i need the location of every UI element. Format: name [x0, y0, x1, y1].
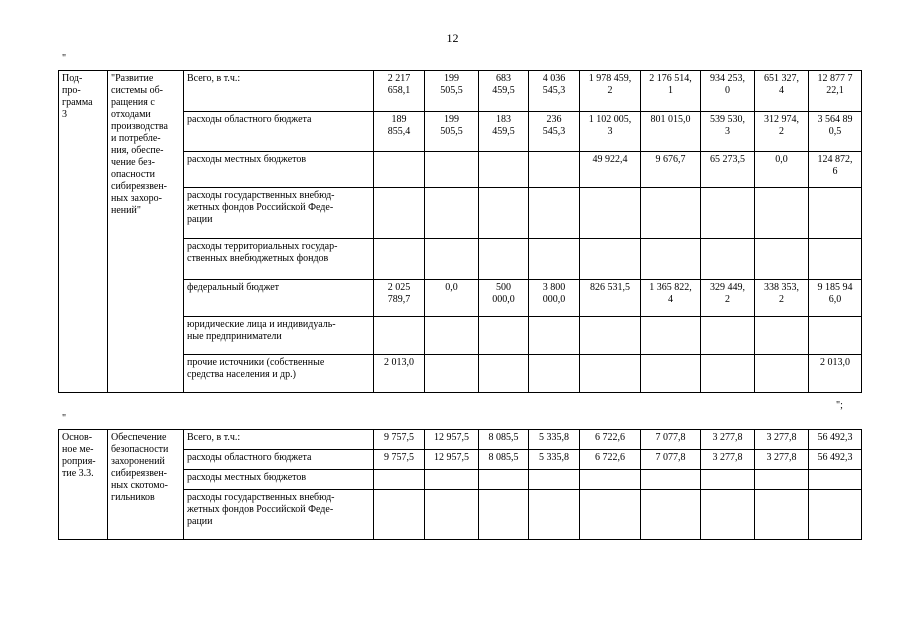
- value-cell: 2 013,0: [809, 355, 862, 393]
- funding-source-cell: федеральный бюджет: [184, 280, 374, 317]
- value-cell: [641, 470, 701, 490]
- value-cell: [641, 239, 701, 280]
- funding-source-cell: расходы областного бюджета: [184, 450, 374, 470]
- value-cell: 3 277,8: [755, 430, 809, 450]
- value-cell: [755, 188, 809, 239]
- value-cell: 124 872, 6: [809, 152, 862, 188]
- funding-source-cell: расходы областного бюджета: [184, 112, 374, 152]
- value-cell: [374, 490, 425, 540]
- value-cell: 2 025 789,7: [374, 280, 425, 317]
- value-cell: [374, 188, 425, 239]
- value-cell: 826 531,5: [580, 280, 641, 317]
- value-cell: [641, 188, 701, 239]
- event-3-3-table: [58, 429, 862, 540]
- value-cell: [529, 317, 580, 355]
- funding-source-cell: расходы территориальных государ- ственных внебюджетных фондов: [184, 239, 374, 280]
- value-cell: 6 722,6: [580, 450, 641, 470]
- value-cell: [425, 317, 479, 355]
- value-cell: 1 102 005, 3: [580, 112, 641, 152]
- opening-quote-2: ": [62, 413, 67, 424]
- value-cell: [580, 188, 641, 239]
- value-cell: [641, 317, 701, 355]
- value-cell: 49 922,4: [580, 152, 641, 188]
- value-cell: [529, 355, 580, 393]
- value-cell: 5 335,8: [529, 430, 580, 450]
- value-cell: 189 855,4: [374, 112, 425, 152]
- funding-source-cell: расходы государственных внебюд- жетных фондов Российской Феде- рации: [184, 490, 374, 540]
- value-cell: [479, 239, 529, 280]
- value-cell: [809, 317, 862, 355]
- value-cell: 2 217 658,1: [374, 71, 425, 112]
- value-cell: 3 800 000,0: [529, 280, 580, 317]
- value-cell: [580, 317, 641, 355]
- value-cell: 4 036 545,3: [529, 71, 580, 112]
- value-cell: 9 757,5: [374, 430, 425, 450]
- value-cell: 683 459,5: [479, 71, 529, 112]
- subprogram-3-table: [58, 70, 862, 393]
- value-cell: [529, 490, 580, 540]
- value-cell: 12 957,5: [425, 430, 479, 450]
- value-cell: 3 564 89 0,5: [809, 112, 862, 152]
- value-cell: 338 353, 2: [755, 280, 809, 317]
- value-cell: 65 273,5: [701, 152, 755, 188]
- value-cell: [529, 188, 580, 239]
- value-cell: 56 492,3: [809, 430, 862, 450]
- value-cell: [701, 355, 755, 393]
- value-cell: [580, 355, 641, 393]
- value-cell: [580, 470, 641, 490]
- value-cell: [701, 490, 755, 540]
- funding-source-cell: прочие источники (собственные средства населения и др.): [184, 355, 374, 393]
- value-cell: 801 015,0: [641, 112, 701, 152]
- value-cell: 934 253, 0: [701, 71, 755, 112]
- value-cell: 3 277,8: [755, 450, 809, 470]
- value-cell: [425, 188, 479, 239]
- value-cell: [479, 490, 529, 540]
- funding-source-cell: расходы местных бюджетов: [184, 470, 374, 490]
- value-cell: [755, 490, 809, 540]
- value-cell: [374, 470, 425, 490]
- value-cell: 1 365 822, 4: [641, 280, 701, 317]
- value-cell: [641, 355, 701, 393]
- value-cell: [374, 317, 425, 355]
- value-cell: 0,0: [755, 152, 809, 188]
- funding-source-cell: Всего, в т.ч.:: [184, 71, 374, 112]
- value-cell: 236 545,3: [529, 112, 580, 152]
- value-cell: [701, 239, 755, 280]
- value-cell: [701, 317, 755, 355]
- value-cell: 539 530, 3: [701, 112, 755, 152]
- value-cell: [479, 152, 529, 188]
- page-number: 12: [446, 31, 459, 45]
- program-code-cell: Под- про- грамма 3: [59, 71, 108, 393]
- value-cell: 6 722,6: [580, 430, 641, 450]
- funding-source-cell: юридические лица и индивидуаль- ные предприниматели: [184, 317, 374, 355]
- funding-source-cell: расходы государственных внебюд- жетных фондов Российской Феде- рации: [184, 188, 374, 239]
- funding-source-cell: расходы местных бюджетов: [184, 152, 374, 188]
- value-cell: [374, 239, 425, 280]
- value-cell: [809, 470, 862, 490]
- value-cell: 199 505,5: [425, 112, 479, 152]
- value-cell: 56 492,3: [809, 450, 862, 470]
- value-cell: 8 085,5: [479, 450, 529, 470]
- value-cell: 651 327, 4: [755, 71, 809, 112]
- value-cell: [809, 239, 862, 280]
- value-cell: [374, 152, 425, 188]
- value-cell: 9 676,7: [641, 152, 701, 188]
- value-cell: 5 335,8: [529, 450, 580, 470]
- value-cell: 500 000,0: [479, 280, 529, 317]
- value-cell: 183 459,5: [479, 112, 529, 152]
- value-cell: [425, 490, 479, 540]
- value-cell: [755, 355, 809, 393]
- value-cell: [755, 317, 809, 355]
- value-cell: 3 277,8: [701, 430, 755, 450]
- table-row: [59, 430, 862, 450]
- value-cell: 12 957,5: [425, 450, 479, 470]
- value-cell: [425, 239, 479, 280]
- value-cell: 312 974, 2: [755, 112, 809, 152]
- program-code-cell: Основ- ное ме- роприя- тие 3.3.: [59, 430, 108, 540]
- value-cell: [529, 152, 580, 188]
- closing-quote: ";: [836, 400, 843, 411]
- value-cell: 7 077,8: [641, 450, 701, 470]
- value-cell: 3 277,8: [701, 450, 755, 470]
- value-cell: [755, 470, 809, 490]
- value-cell: [701, 188, 755, 239]
- value-cell: [479, 317, 529, 355]
- value-cell: [479, 470, 529, 490]
- opening-quote: ": [62, 53, 67, 64]
- value-cell: [479, 188, 529, 239]
- value-cell: [641, 490, 701, 540]
- value-cell: [580, 490, 641, 540]
- program-name-cell: "Развитие системы об- ращения с отходами производства и потребле- ния, обеспе- чение без- опасности сибиреязвен- ных захоро- нений": [108, 71, 184, 393]
- value-cell: [425, 152, 479, 188]
- value-cell: [701, 470, 755, 490]
- value-cell: [755, 239, 809, 280]
- value-cell: 329 449, 2: [701, 280, 755, 317]
- program-name-cell: Обеспечение безопасности захоронений сибиреязвен- ных скотомо- гильников: [108, 430, 184, 540]
- funding-source-cell: Всего, в т.ч.:: [184, 430, 374, 450]
- value-cell: 12 877 7 22,1: [809, 71, 862, 112]
- table-row: [59, 71, 862, 112]
- value-cell: 1 978 459, 2: [580, 71, 641, 112]
- value-cell: 2 176 514, 1: [641, 71, 701, 112]
- value-cell: [809, 490, 862, 540]
- value-cell: 9 185 94 6,0: [809, 280, 862, 317]
- value-cell: 2 013,0: [374, 355, 425, 393]
- value-cell: 9 757,5: [374, 450, 425, 470]
- value-cell: [529, 470, 580, 490]
- value-cell: [580, 239, 641, 280]
- value-cell: 8 085,5: [479, 430, 529, 450]
- value-cell: 7 077,8: [641, 430, 701, 450]
- value-cell: [479, 355, 529, 393]
- value-cell: 199 505,5: [425, 71, 479, 112]
- value-cell: [425, 470, 479, 490]
- value-cell: 0,0: [425, 280, 479, 317]
- value-cell: [529, 239, 580, 280]
- value-cell: [425, 355, 479, 393]
- value-cell: [809, 188, 862, 239]
